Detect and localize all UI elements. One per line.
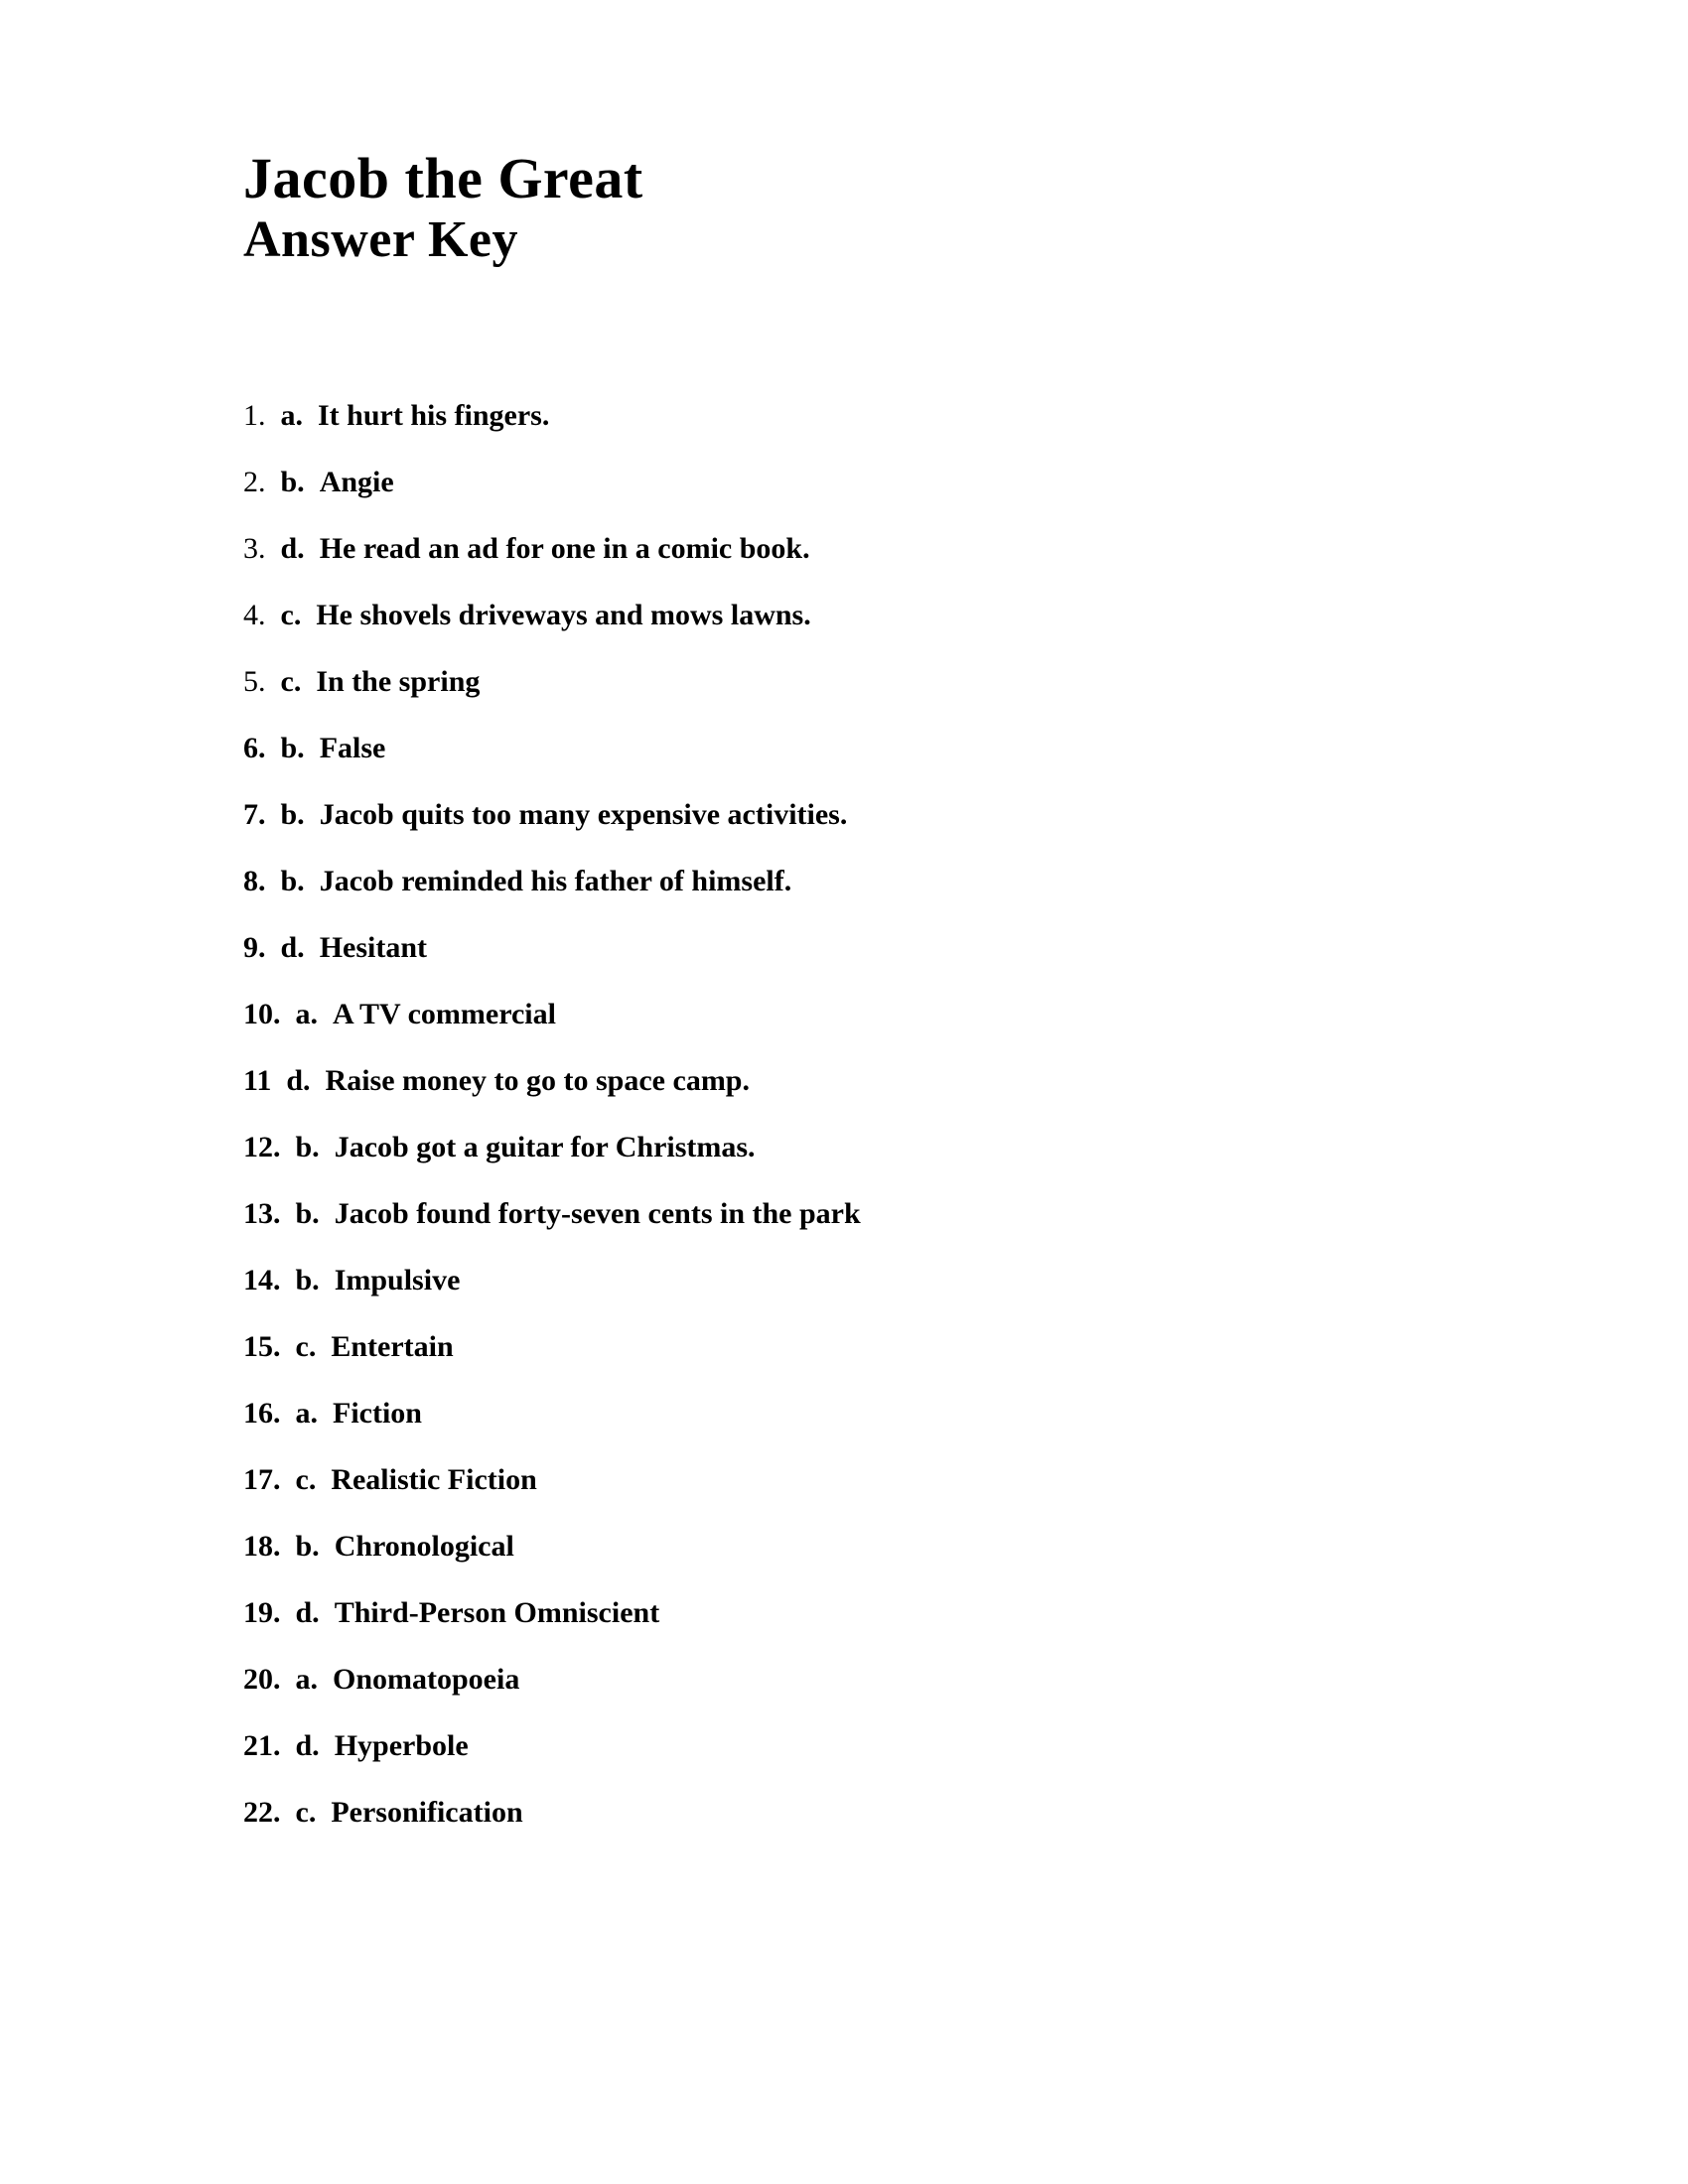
answer-text: Onomatopoeia <box>333 1663 520 1697</box>
answer-row <box>243 400 1509 431</box>
answer-row <box>243 1398 1509 1429</box>
answer-letter: a. <box>295 1663 318 1697</box>
document-subtitle: Answer Key <box>243 210 519 268</box>
answer-number: 3. <box>243 532 266 566</box>
answer-text: He read an ad for one in a comic book. <box>319 532 810 566</box>
answer-text: Raise money to go to space camp. <box>325 1064 750 1098</box>
answer-row <box>243 1198 1509 1229</box>
document-title: Jacob the Great <box>243 146 643 210</box>
answer-text: Jacob found forty-seven cents in the park <box>334 1197 861 1231</box>
answer-row <box>243 1597 1509 1628</box>
answer-number: 6. <box>243 732 266 765</box>
answer-number: 1. <box>243 399 266 433</box>
answer-letter: d. <box>295 1596 320 1630</box>
answer-row <box>243 467 1509 497</box>
answer-letter: b. <box>280 466 305 499</box>
answer-text: Realistic Fiction <box>331 1463 537 1497</box>
answer-letter: a. <box>295 998 318 1031</box>
answer-text: He shovels driveways and mows lawns. <box>316 599 811 632</box>
answer-row <box>243 666 1509 697</box>
answer-number: 11 <box>243 1064 272 1098</box>
answer-letter: c. <box>295 1796 317 1830</box>
answer-row <box>243 999 1509 1029</box>
answer-number: 5. <box>243 665 266 699</box>
answer-letter: a. <box>280 399 303 433</box>
answer-number: 19. <box>243 1596 281 1630</box>
answer-letter: d. <box>295 1729 320 1763</box>
answer-letter: d. <box>286 1064 311 1098</box>
answer-number: 7. <box>243 798 266 832</box>
answer-letter: b. <box>295 1197 320 1231</box>
answer-number: 4. <box>243 599 266 632</box>
answer-letter: d. <box>280 532 305 566</box>
answer-row <box>243 1464 1509 1495</box>
answer-text: Jacob reminded his father of himself. <box>319 865 792 898</box>
answer-row <box>243 799 1509 830</box>
answer-text: Third-Person Omniscient <box>334 1596 660 1630</box>
answer-text: Hesitant <box>319 931 428 965</box>
answer-number: 17. <box>243 1463 281 1497</box>
answer-row <box>243 866 1509 896</box>
answer-letter: b. <box>280 798 305 832</box>
answer-number: 21. <box>243 1729 281 1763</box>
answer-letter: c. <box>295 1463 317 1497</box>
answer-letter: b. <box>295 1530 320 1564</box>
answer-letter: b. <box>295 1131 320 1164</box>
answer-text: Hyperbole <box>334 1729 469 1763</box>
answer-text: False <box>319 732 386 765</box>
answer-letter: b. <box>280 865 305 898</box>
answer-row <box>243 600 1509 630</box>
answer-number: 20. <box>243 1663 281 1697</box>
answer-number: 12. <box>243 1131 281 1164</box>
answer-row <box>243 733 1509 763</box>
answer-number: 18. <box>243 1530 281 1564</box>
answer-letter: b. <box>295 1264 320 1297</box>
answer-row <box>243 1065 1509 1096</box>
answer-text: Chronological <box>334 1530 514 1564</box>
answer-number: 14. <box>243 1264 281 1297</box>
answer-row <box>243 1730 1509 1761</box>
answer-number: 10. <box>243 998 281 1031</box>
answer-row <box>243 1265 1509 1296</box>
answer-text: A TV commercial <box>333 998 556 1031</box>
answer-row <box>243 1132 1509 1162</box>
answer-row <box>243 1331 1509 1362</box>
answer-number: 9. <box>243 931 266 965</box>
answer-text: Entertain <box>331 1330 454 1364</box>
answer-letter: b. <box>280 732 305 765</box>
answer-letter: c. <box>280 599 302 632</box>
answer-letter: c. <box>295 1330 317 1364</box>
answer-row <box>243 932 1509 963</box>
answer-number: 2. <box>243 466 266 499</box>
answer-text: In the spring <box>316 665 481 699</box>
answer-row <box>243 1664 1509 1695</box>
answer-text: Personification <box>331 1796 523 1830</box>
answer-row <box>243 1531 1509 1562</box>
answer-text: Jacob quits too many expensive activities. <box>319 798 848 832</box>
answer-text: It hurt his fingers. <box>318 399 550 433</box>
answer-letter: d. <box>280 931 305 965</box>
answer-text: Jacob got a guitar for Christmas. <box>334 1131 756 1164</box>
answer-text: Impulsive <box>334 1264 461 1297</box>
answer-number: 13. <box>243 1197 281 1231</box>
answer-row <box>243 1797 1509 1828</box>
answer-number: 15. <box>243 1330 281 1364</box>
answer-number: 22. <box>243 1796 281 1830</box>
answer-text: Fiction <box>333 1397 422 1431</box>
answer-letter: a. <box>295 1397 318 1431</box>
answer-number: 16. <box>243 1397 281 1431</box>
answer-letter: c. <box>280 665 302 699</box>
answer-number: 8. <box>243 865 266 898</box>
answer-text: Angie <box>319 466 394 499</box>
answer-row <box>243 533 1509 564</box>
answer-list <box>243 400 1509 1828</box>
